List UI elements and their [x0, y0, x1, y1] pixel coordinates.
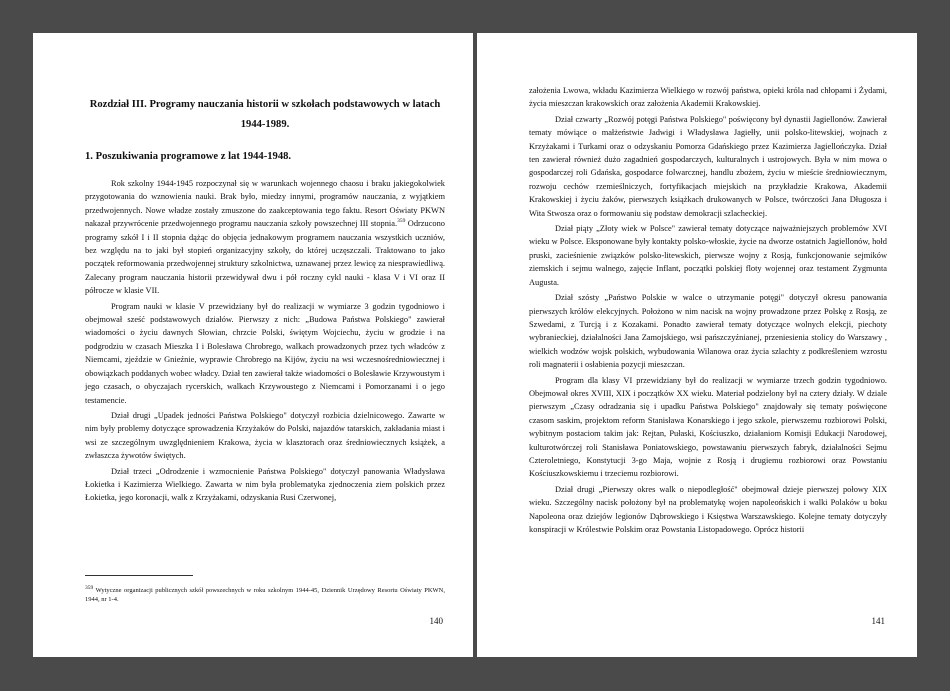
footnote-text: Wytyczne organizacji publicznych szkół powszechnych w roku szkolnym 1944-45, Dziennik Urzędowy Resortu Oświaty PKWN, 1944, nr 1-4. — [85, 587, 445, 603]
page-number: 141 — [871, 616, 885, 626]
paragraph-2: Dział czwarty „Rozwój potęgi Państwa Polskiego" poświęcony był dynastii Jagiellonów. Zawierał tematy mówiące o małżeństwie Jadwigi i Władysława Jagiełły, unii polsko-litewskiej, wojnach z Krzyżakami i Turkami oraz o odzyskaniu Pomorza Gdańskiego przez Kazimierza Jagiellończyka. Dział ten zawierał również dużo zagadnień gospodarczych, kulturalnych i ustrojowych. Była w nim mowa o gospodarczej roli Gdańska, gospodarce folwarcznej, handlu zbożem, życiu w mieście średniowiecznym, rozwoju cechów rzemieślniczych, fortyfikacjach miejskich na przykładzie Krakowa, Akademii Krakowskiej i życiu żaków, pierwszych książkach drukowanych w Polsce, twórczości Jana Długosza i Wita Stwosza oraz o formowaniu się podstaw demokracji szlacheckiej. — [529, 114, 887, 218]
paragraph-1-part-b: Odrzucono programy szkół I i II stopnia dążąc do objęcia jednakowym programem nauczania wszystkich uczniów, bez względu na to jaki był stopień organizacyjny szkoły, do której uczęszczali. Traktowano to jako początek reformowania przedwojennej struktury szkolnictwa, uznawanej przez lewicę za niesprawiedliwą. Zalecany program nauczania historii przewidywał dwu i pół roczny cykl nauki - klasa V i VI oraz II półrocze w klasie VII. — [85, 219, 445, 296]
paragraph-1 — [85, 177, 445, 298]
footnote-reference[interactable]: 359 — [397, 218, 406, 225]
page-number: 140 — [429, 616, 443, 626]
right-page-body — [529, 84, 887, 536]
footnote — [85, 586, 445, 604]
paragraph-3: Dział piąty „Złoty wiek w Polsce" zawierał tematy dotyczące najważniejszych problemów XVI wieku w Polsce. Eksponowane były kontakty polsko-włoskie, życie na dworze ostatnich Jagiellonów, hołd pruski, zacieśnienie związków polsko-litewskich, pierwsze wojny z Rosją, funkcjonowanie sejmików ziemskich i sejmu walnego, zajęcie Inflant, początki polskiej floty wojennej oraz testament Zygmunta Augusta. — [529, 224, 887, 287]
footnote-number: 359 — [85, 584, 94, 591]
paragraph-5: Program dla klasy VI przewidziany był do realizacji w wymiarze trzech godzin tygodniowo. Obejmował okres XVIII, XIX i początków XX wieku. Materiał podzielony był na cztery działy. W dziale pierwszym „Czasy odradzania się i upadku Państwa Polskiego" znajdowały się tematy poświęcone czasom saskim, projektom reform Stanisława Konarskiego i jego szkole, pierwszemu rozbiorowi Polski, wybitnym postaciom takim jak: Rejtan, Pułaski, Kościuszko, działaniom Komisji Edukacji Narodowej, kulturotwórczej roli Stanisława Poniatowskiego, powstawaniu pierwszych fabryk, działalności Sejmu Czteroletniego, Konstytucji 3-go Maja, wojnie z Rosją i drugiemu rozbiorowi oraz Powstaniu Kościuszkowskiemu i trzeciemu rozbiorowi. — [529, 375, 887, 479]
footnote-divider — [85, 575, 193, 576]
paragraph-4: Dział trzeci „Odrodzenie i wzmocnienie Państwa Polskiego" dotyczył panowania Władysława Łokietka i Kazimierza Wielkiego. Zawarta w nim była problematyka zjednoczenia ziem polskich przez Łokietka, jego koronacji, walk z Krzyżakami, odzyskania Rusi Czerwonej, — [85, 466, 445, 503]
paragraph-1-part-a: Rok szkolny 1944-1945 rozpoczynał się w warunkach wojennego chaosu i braku jakiegokolwiek przygotowania do wznowienia nauki. Brak było, miedzy innymi, programów nauczania, z wyjątkiem przedwojennych. Nowe władze zostały zmuszone do zaakceptowania tego faktu. Resort Oświaty PKWN nakazał przywrócenie przedwojennego programu nauczania szkoły powszechnej III stopnia. — [85, 179, 445, 229]
paragraph-6: Dział drugi „Pierwszy okres walk o niepodległość" obejmował dzieje pierwszej połowy XIX wieku. Szczególny nacisk położony był na problematykę wojen napoleońskich i walki Polaków u boku Napoleona oraz dziejów legionów Dąbrowskiego i Księstwa Warszawskiego. Kolejne tematy dotyczyły konspiracji w Królestwie Polskim oraz Powstania Listopadowego. Oprócz historii — [529, 484, 887, 534]
paragraph-1: założenia Lwowa, wkładu Kazimierza Wielkiego w rozwój państwa, opieki króla nad chłopami i Żydami, życia mieszczan krakowskich oraz założenia Akademii Krakowskiej. — [529, 86, 887, 109]
paragraph-4: Dział szósty „Państwo Polskie w walce o utrzymanie potęgi" dotyczył okresu panowania pierwszych królów elekcyjnych. Położono w nim nacisk na wojny prowadzone przez Polskę z Rosją, ze Szwedami, z Turcją i z Kozakami. Ponadto zawierał tematy dotyczące wolnych elekcji, piechoty wybranieckiej, działalności Jana Zamojskiego, wsi pańszczyźnianej, przeniesienia stolicy do Warszawy , wielkich wodzów wojsk polskich, wybudowania Wilanowa oraz życia szlachty z podkreśleniem wzrostu roli magnaterii i osłabienia pozycji mieszczan. — [529, 293, 887, 370]
right-page — [477, 33, 917, 657]
chapter-title: Rozdział III. Programy nauczania historii w szkołach podstawowych w latach 1944-1989. — [89, 99, 441, 130]
paragraph-2: Program nauki w klasie V przewidziany był do realizacji w wymiarze 3 godzin tygodniowo i obejmował sześć podstawowych działów. Pierwszy z nich: „Budowa Państwa Polskiego" zawierał wiadomości o życiu dawnych Słowian, chrzcie Polski, świętym Wojciechu, życiu w grodzie i na podgrodziu w czasach Mieszka I i Bolesława Chrobrego, walkach prowadzonych przez tych władców z Niemcami, zjeździe w Gnieźnie, wyprawie Chrobrego na Kijów, życiu na wsi wczesnośredniowiecznej i obowiązkach poddanych wobec władcy. Dział ten zawierał także wiadomości o Bolesławie Krzywoustym i jego czasach, o obyczajach rycerskich, walkach Krzywoustego z Niemcami i Pomorzanami i o jego testamencie. — [85, 301, 445, 405]
left-page — [33, 33, 473, 657]
section-title: 1. Poszukiwania programowe z lat 1944-1948. — [85, 151, 292, 162]
paragraph-3: Dział drugi „Upadek jedności Państwa Polskiego" dotyczył rozbicia dzielnicowego. Zawarte w nim były problemy dotyczące sprowadzenia Krzyżaków do Polski, najazdów tatarskich, zakładania miast i wsi ze szczególnym uwzględnieniem Krakowa, życia w klasztorach oraz średniowiecznych książek, a zwłaszcza żywotów świętych. — [85, 410, 445, 461]
